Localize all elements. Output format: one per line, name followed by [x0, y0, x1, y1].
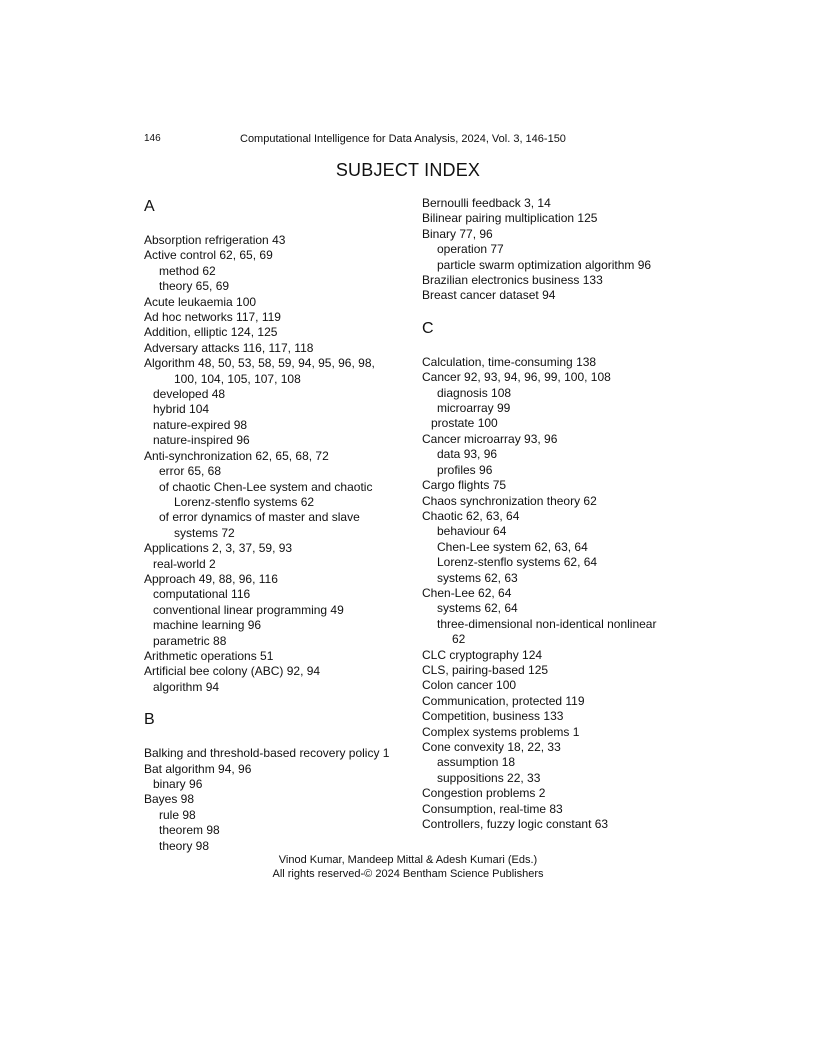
index-subentry: nature-inspired 96	[153, 433, 250, 448]
index-entry: Bilinear pairing multiplication 125	[422, 211, 598, 226]
index-entry: Binary 77, 96	[422, 226, 493, 241]
index-subentry: method 62	[159, 263, 216, 278]
index-entry-continuation: systems 72	[174, 525, 235, 540]
index-subentry: real-world 2	[153, 556, 216, 571]
index-entry: Anti-synchronization 62, 65, 68, 72	[144, 448, 329, 463]
index-subentry: theory 65, 69	[159, 279, 230, 294]
page-title: SUBJECT INDEX	[335, 160, 481, 180]
index-entry: Bernoulli feedback 3, 14	[422, 196, 551, 210]
index-entry: Calculation, time-consuming 138	[422, 354, 597, 369]
index-entry-continuation: Lorenz-stenflo systems 62	[174, 494, 315, 509]
index-subentry: operation 77	[437, 242, 504, 257]
index-subentry: rule 98	[159, 807, 196, 822]
index-subentry: of chaotic Chen-Lee system and chaotic	[159, 479, 373, 494]
index-subentry: suppositions 22, 33	[437, 770, 541, 785]
index-subentry: particle swarm optimization algorithm 96	[437, 257, 652, 272]
index-entry: Brazilian electronics business 133	[422, 273, 603, 288]
index-entry: Chen-Lee 62, 64	[422, 585, 512, 600]
section-letter-b: B	[144, 711, 155, 729]
section-letter-c: C	[422, 319, 434, 337]
index-subentry: behaviour 64	[437, 524, 507, 539]
index-subentry: data 93, 96	[437, 447, 498, 462]
index-entry: Communication, protected 119	[422, 693, 585, 708]
index-entry: Cargo flights 75	[422, 478, 507, 493]
index-entry: Consumption, real-time 83	[422, 801, 563, 816]
index-subentry: hybrid 104	[153, 402, 210, 417]
index-entry: Cancer microarray 93, 96	[422, 431, 558, 446]
index-subentry: theory 98	[159, 838, 210, 853]
index-subentry: diagnosis 108	[437, 385, 512, 400]
index-subentry: Chen-Lee system 62, 63, 64	[437, 539, 588, 554]
index-subentry: conventional linear programming 49	[153, 602, 344, 617]
footer-editors: Vinod Kumar, Mandeep Mittal & Adesh Kumari (Eds.)	[278, 854, 538, 866]
index-entry: Approach 49, 88, 96, 116	[144, 571, 278, 586]
index-entry: Chaotic 62, 63, 64	[422, 508, 520, 523]
index-subentry: systems 62, 63	[437, 570, 518, 585]
index-entry: Ad hoc networks 117, 119	[144, 310, 281, 325]
index-subentry: prostate 100	[431, 416, 498, 431]
index-entry: Balking and threshold-based recovery policy 1	[144, 746, 390, 761]
index-column-right	[422, 196, 682, 832]
index-entry: CLC cryptography 124	[422, 647, 543, 662]
index-subentry: parametric 88	[153, 633, 227, 648]
index-entry: Chaos synchronization theory 62	[422, 493, 597, 508]
index-entry: Controllers, fuzzy logic constant 63	[422, 817, 609, 832]
index-subentry: developed 48	[153, 387, 226, 402]
index-entry: Absorption refrigeration 43	[144, 233, 286, 247]
index-entry: Cancer 92, 93, 94, 96, 99, 100, 108	[422, 370, 611, 385]
index-subentry: microarray 99	[437, 401, 511, 416]
footer-copyright: All rights reserved-© 2024 Bentham Science Publishers	[272, 868, 544, 880]
index-entry: Bat algorithm 94, 96	[144, 761, 252, 776]
index-entry: Competition, business 133	[422, 709, 564, 724]
index-entry: Adversary attacks 116, 117, 118	[144, 340, 314, 355]
index-entry: Addition, elliptic 124, 125	[144, 325, 278, 340]
index-subentry: Lorenz-stenflo systems 62, 64	[437, 555, 598, 570]
index-entry: Cone convexity 18, 22, 33	[422, 740, 561, 754]
index-subentry: of error dynamics of master and slave	[159, 510, 360, 525]
index-subentry: algorithm 94	[153, 679, 220, 694]
index-subentry: nature-expired 98	[153, 417, 248, 432]
index-entry: Arithmetic operations 51	[144, 648, 274, 663]
index-entry: Algorithm 48, 50, 53, 58, 59, 94, 95, 96, 98,	[144, 356, 375, 371]
index-entry: Artificial bee colony (ABC) 92, 94	[144, 664, 321, 679]
index-entry: Breast cancer dataset 94	[422, 288, 556, 303]
index-subentry: three-dimensional non-identical nonlinear	[437, 616, 657, 631]
index-entry: Congestion problems 2	[422, 786, 546, 801]
index-entry: Bayes 98	[144, 792, 195, 807]
index-entry: Complex systems problems 1	[422, 724, 580, 739]
index-entry-continuation: 100, 104, 105, 107, 108	[174, 371, 301, 386]
index-subentry: assumption 18	[437, 755, 516, 770]
index-entry: CLS, pairing-based 125	[422, 662, 549, 677]
index-entry-continuation: 62	[452, 632, 466, 647]
index-subentry: error 65, 68	[159, 464, 222, 479]
index-subentry: systems 62, 64	[437, 601, 518, 616]
index-entry: Active control 62, 65, 69	[144, 248, 273, 263]
index-entry: Colon cancer 100	[422, 678, 517, 693]
running-head: Computational Intelligence for Data Analysis, 2024, Vol. 3, 146-150	[240, 133, 566, 145]
index-entry: Acute leukaemia 100	[144, 294, 257, 309]
index-entry: Applications 2, 3, 37, 59, 93	[144, 541, 293, 556]
index-column-left	[144, 196, 404, 854]
index-subentry: machine learning 96	[153, 618, 262, 633]
index-subentry: theorem 98	[159, 823, 220, 838]
index-subentry: computational 116	[153, 587, 251, 602]
index-subentry: binary 96	[153, 777, 203, 791]
section-letter-a: A	[144, 198, 155, 215]
index-subentry: profiles 96	[437, 462, 493, 477]
page-number: 146	[144, 133, 161, 144]
